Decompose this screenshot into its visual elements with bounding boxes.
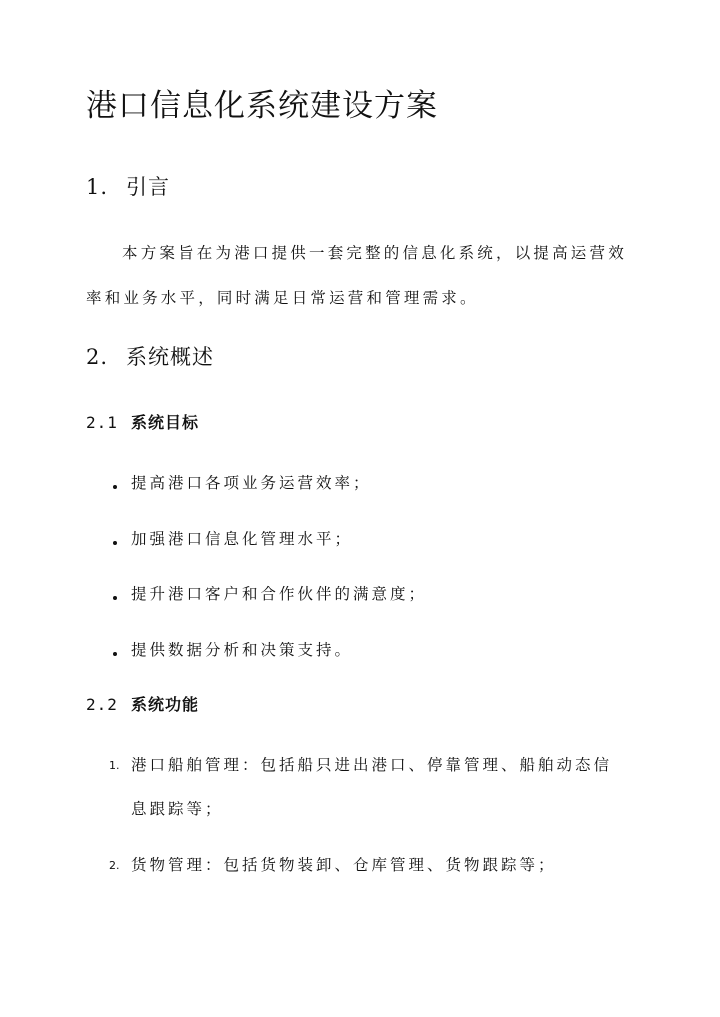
section-heading-intro xyxy=(86,172,170,202)
list-item-number: 2. xyxy=(109,859,120,872)
section-title: 系统概述 xyxy=(126,345,214,369)
list-item: 加强港口信息化管理水平； xyxy=(131,530,354,548)
bullet-icon xyxy=(113,541,117,545)
section-title: 引言 xyxy=(126,175,170,199)
list-item: 提供数据分析和决策支持。 xyxy=(131,641,354,659)
subsection-number: 2.1 xyxy=(86,413,118,432)
subsection-title: 系统功能 xyxy=(131,695,200,714)
document-title: 港口信息化系统建设方案 xyxy=(86,88,438,124)
intro-paragraph-line-1: 本方案旨在为港口提供一套完整的信息化系统，以提高运营效 xyxy=(122,244,627,262)
list-item-line-1: 港口船舶管理：包括船只进出港口、停靠管理、船舶动态信 xyxy=(131,756,613,774)
list-item: 提高港口各项业务运营效率； xyxy=(131,474,372,492)
section-number: 1. xyxy=(86,175,109,199)
section-number: 2. xyxy=(86,345,109,369)
subsection-heading-goals xyxy=(86,411,199,435)
intro-paragraph-line-2: 率和业务水平，同时满足日常运营和管理需求。 xyxy=(86,289,479,307)
section-heading-overview xyxy=(86,342,214,372)
bullet-icon xyxy=(113,596,117,600)
subsection-heading-functions xyxy=(86,693,199,717)
list-item-number: 1. xyxy=(109,759,120,772)
subsection-title: 系统目标 xyxy=(131,413,200,432)
list-item-line-2: 息跟踪等； xyxy=(131,800,224,818)
list-item: 提升港口客户和合作伙伴的满意度； xyxy=(131,585,428,603)
bullet-icon xyxy=(113,652,117,656)
list-item-line-1: 货物管理：包括货物装卸、仓库管理、货物跟踪等； xyxy=(131,856,557,874)
subsection-number: 2.2 xyxy=(86,695,118,714)
bullet-icon xyxy=(113,485,117,489)
